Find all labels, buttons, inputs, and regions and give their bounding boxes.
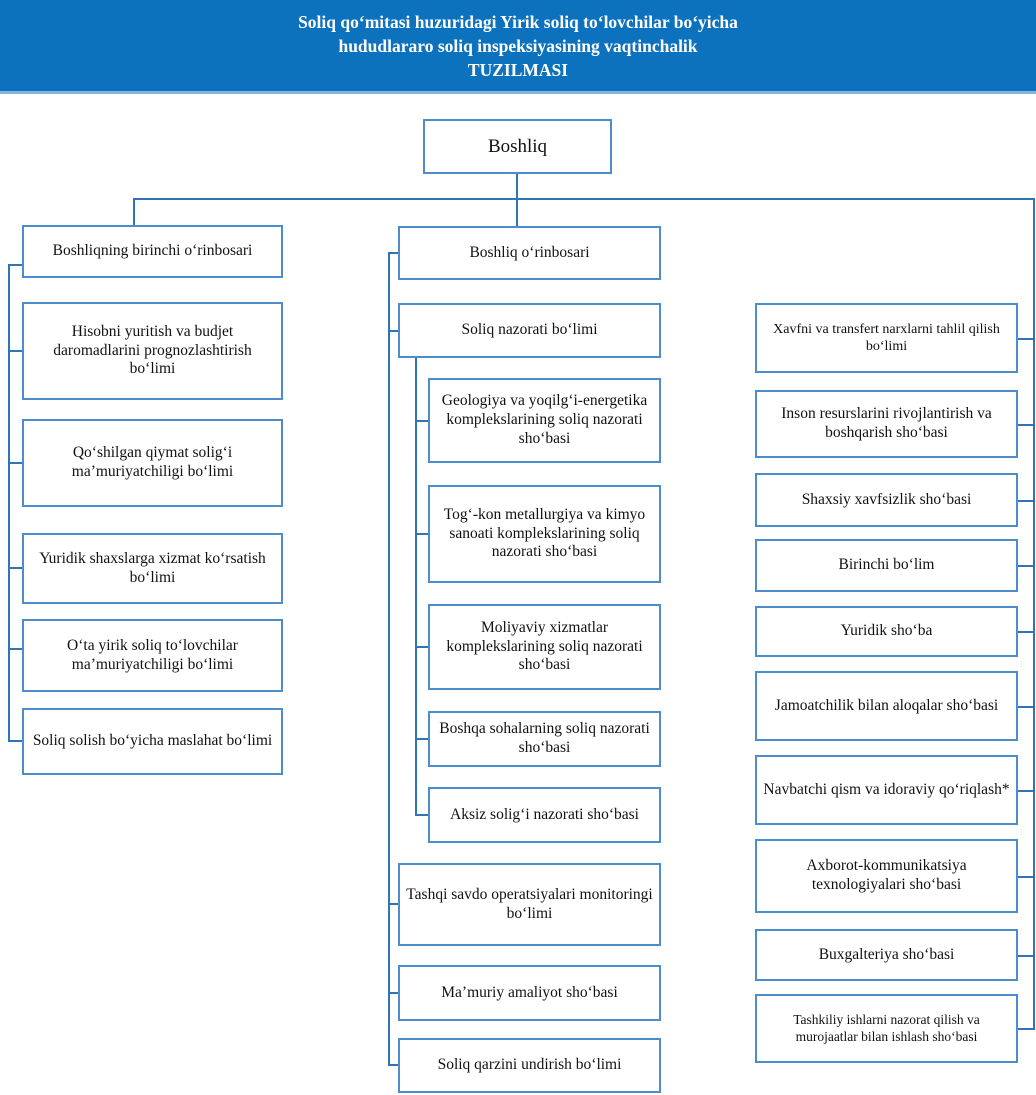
org-box-largest-taxpayers-admin-label: O‘ta yirik soliq to‘lovchilar ma’muriyatchiligi bo‘limi <box>67 636 238 673</box>
org-box-vat-administration <box>22 419 283 507</box>
org-box-administrative-practice-label: Ma’muriy amaliyot sho‘basi <box>441 983 618 1001</box>
connector-left-stub-5 <box>8 648 22 650</box>
connector-main-horizontal <box>133 198 1035 200</box>
org-box-chief <box>423 119 612 174</box>
connector-left-stub-2 <box>8 350 22 352</box>
org-box-foreign-trade-monitoring <box>398 863 661 946</box>
org-box-other-sectors-sub <box>428 711 661 767</box>
org-box-chief-label: Boshliq <box>487 135 548 157</box>
connector-right-stub-4 <box>1018 565 1035 567</box>
connector-root-drop <box>516 173 518 199</box>
connector-left-stub-1 <box>8 264 22 266</box>
org-box-first-division <box>755 539 1018 592</box>
org-box-personal-security-label: Shaxsiy xavfsizlik sho‘basi <box>801 490 972 508</box>
connector-right-stub-7 <box>1018 790 1035 792</box>
org-box-accounting-sub <box>755 929 1018 981</box>
connector-right-stub-5 <box>1018 631 1035 633</box>
connector-right-stub-8 <box>1018 876 1035 878</box>
connector-right-stub-10 <box>1018 1028 1035 1030</box>
org-box-personal-security <box>755 473 1018 527</box>
org-box-deputy-label: Boshliq o‘rinbosari <box>469 243 590 261</box>
org-box-public-relations-label: Jamoatchilik bilan aloqalar sho‘basi <box>774 696 999 714</box>
org-box-org-control-appeals <box>755 994 1018 1063</box>
org-box-legal-sub-label: Yuridik sho‘ba <box>840 622 933 640</box>
connector-right-stub-2 <box>1018 424 1035 426</box>
connector-middle-drop <box>516 198 518 227</box>
org-box-tax-debt-collection-label: Soliq qarzini undirish bo‘limi <box>437 1056 622 1074</box>
connector-left-stub-4 <box>8 567 22 569</box>
title-banner <box>0 0 1036 94</box>
title-line-2: hududlararo soliq inspeksiyasining vaqtinchalik <box>338 35 698 56</box>
connector-sub-stub-1 <box>415 420 428 422</box>
connector-middle-spine <box>388 252 390 1066</box>
org-box-tax-control-dept <box>398 303 661 358</box>
title-line-3: TUZILMASI <box>467 59 569 80</box>
connector-right-spine <box>1033 198 1035 1030</box>
connector-sub-spine <box>415 358 417 816</box>
connector-sub-stub-4 <box>415 738 428 740</box>
connector-middle-stub-10 <box>388 1064 398 1066</box>
org-box-geology-energy-sub-label: Geologiya va yoqilg‘i-energetika komplekslarining soliq nazorati sho‘basi <box>441 392 648 447</box>
org-box-duty-unit-security-label: Navbatchi qism va idoraviy qo‘riqlash* <box>763 780 1010 798</box>
org-box-financial-services-sub <box>428 604 661 690</box>
org-box-excise-control-sub <box>428 787 661 843</box>
org-box-risk-transfer-pricing <box>755 303 1018 373</box>
connector-middle-stub-8 <box>388 903 398 905</box>
org-box-org-control-appeals-label: Tashkiliy ishlarni nazorat qilish va murojaatlar bilan ishlash sho‘basi <box>793 1012 980 1044</box>
connector-left-stub-6 <box>8 740 22 742</box>
org-box-tax-consulting <box>22 708 283 775</box>
org-box-risk-transfer-pricing-label: Xavfni va transfert narxlarni tahlil qilish bo‘limi <box>773 321 1000 354</box>
org-box-deputy <box>398 226 661 280</box>
org-box-public-relations <box>755 671 1018 741</box>
org-box-excise-control-sub-label: Aksiz solig‘i nazorati sho‘basi <box>450 805 639 823</box>
connector-sub-stub-2 <box>415 533 428 535</box>
org-box-legal-entities-service <box>22 533 283 604</box>
org-box-tax-consulting-label: Soliq solish bo‘yicha maslahat bo‘limi <box>32 732 273 750</box>
org-box-other-sectors-sub-label: Boshqa sohalarning soliq nazorati sho‘basi <box>439 720 650 756</box>
org-box-mining-chemical-sub <box>428 485 661 583</box>
org-box-legal-sub <box>755 606 1018 657</box>
org-box-accounting-budget-forecast <box>22 302 283 400</box>
org-box-mining-chemical-sub-label: Tog‘-kon metallurgiya va kimyo sanoati komplekslarining soliq nazorati sho‘basi <box>443 505 646 561</box>
org-box-accounting-sub-label: Buxgalteriya sho‘basi <box>818 945 955 963</box>
connector-right-stub-9 <box>1018 955 1035 957</box>
org-box-duty-unit-security <box>755 755 1018 825</box>
org-box-first-division-label: Birinchi bo‘lim <box>838 556 935 574</box>
org-box-first-deputy-label: Boshliqning birinchi o‘rinbosari <box>52 242 253 260</box>
connector-middle-stub-9 <box>388 992 398 994</box>
connector-right-stub-1 <box>1018 338 1035 340</box>
org-box-largest-taxpayers-admin <box>22 619 283 692</box>
org-box-tax-debt-collection <box>398 1038 661 1093</box>
connector-left-spine <box>8 264 10 742</box>
connector-left-stub-3 <box>8 462 22 464</box>
connector-middle-stub-1 <box>388 252 398 254</box>
org-box-ict-sub <box>755 839 1018 913</box>
org-box-vat-administration-label: Qo‘shilgan qiymat solig‘i ma’muriyatchiligi bo‘limi <box>71 444 234 480</box>
connector-left-drop <box>133 198 135 226</box>
org-box-hr-development <box>755 390 1018 458</box>
org-box-administrative-practice <box>398 965 661 1021</box>
connector-right-stub-3 <box>1018 500 1035 502</box>
org-box-geology-energy-sub <box>428 378 661 463</box>
org-box-ict-sub-label: Axborot-kommunikatsiya texnologiyalari sho‘basi <box>806 857 967 893</box>
connector-sub-stub-3 <box>415 646 428 648</box>
org-box-accounting-budget-forecast-label: Hisobni yuritish va budjet daromadlarini prognozlashtirish bo‘limi <box>53 322 252 378</box>
org-box-foreign-trade-monitoring-label: Tashqi savdo operatsiyalari monitoringi bo‘limi <box>406 885 653 922</box>
org-box-tax-control-dept-label: Soliq nazorati bo‘limi <box>461 321 598 339</box>
connector-right-stub-6 <box>1018 706 1035 708</box>
org-box-financial-services-sub-label: Moliyaviy xizmatlar komplekslarining soliq nazorati sho‘basi <box>446 618 643 674</box>
org-box-first-deputy <box>22 225 283 278</box>
org-box-legal-entities-service-label: Yuridik shaxslarga xizmat ko‘rsatish bo‘limi <box>39 549 266 586</box>
connector-middle-stub-2 <box>388 330 398 332</box>
connector-sub-stub-5 <box>415 814 428 816</box>
title-line-1: Soliq qo‘mitasi huzuridagi Yirik soliq to‘lovchilar bo‘yicha <box>298 11 738 32</box>
org-box-hr-development-label: Inson resurslarini rivojlantirish va boshqarish sho‘basi <box>781 405 992 441</box>
